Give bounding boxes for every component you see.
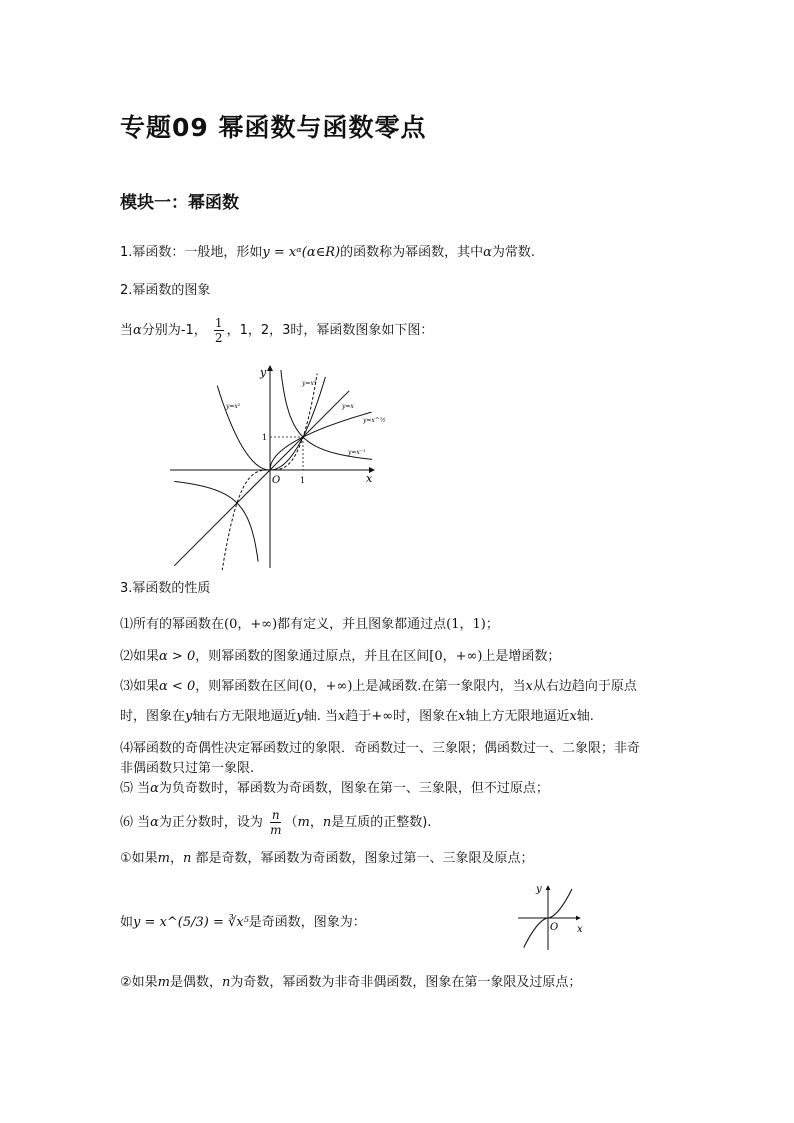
property-6: ⑹ 当α为正分数时，设为 $\frac{n}{m}$ （m，n是互质的正整数). <box>120 808 432 837</box>
y-axis-label: y <box>260 366 267 379</box>
case-2: ②如果m是偶数，n为奇数，幂函数为非奇非偶函数，图象在第一象限及过原点； <box>120 975 582 990</box>
tick-x-label: 1 <box>300 476 306 485</box>
curve-x-inverse-negative-branch <box>174 481 258 561</box>
paragraph-graph-heading: 2.幂函数的图象 <box>120 283 211 298</box>
curve-x-squared <box>217 377 325 470</box>
example-odd-function: 如y = x^(5/3) = ∛x⁵是奇函数，图象为： <box>120 915 366 930</box>
paragraph-properties-heading: 3.幂函数的性质 <box>120 581 211 596</box>
curve-x <box>174 391 349 566</box>
origin-label: O <box>550 922 559 933</box>
curve-label-x: y=x <box>342 403 354 410</box>
property-5: ⑸ 当α为负奇数时，幂函数为奇函数，图象在第一、三象限，但不过原点； <box>120 781 549 796</box>
paragraph-alpha-values: 当α分别为-1， $\frac{1}{2}$ ，1，2，3时，幂函数图象如下图： <box>120 316 434 345</box>
property-3-line-2: 时，图象在y轴右方无限地逼近y轴. 当x趋于+∞时，图象在x轴上方无限地逼近x轴. <box>120 709 594 724</box>
property-2: ⑵如果α > 0，则幂函数的图象通过原点，并且在区间[0，+∞)上是增函数； <box>120 649 561 664</box>
curve-label-x-cubed: y=x³ <box>302 380 317 387</box>
power-functions-graph <box>166 360 388 570</box>
example-graph <box>514 880 590 952</box>
x-axis-label: x <box>366 472 373 485</box>
property-4-line-2: 非偶函数只过第一象限. <box>120 761 255 776</box>
section-heading: 模块一：幂函数 <box>120 193 239 213</box>
fraction-n-over-m: $\frac{n}{m}$ <box>270 808 282 837</box>
curve-x-half <box>270 412 372 470</box>
property-3-line-1: ⑶如果α < 0，则幂函数在区间(0，+∞)上是减函数.在第一象限内，当x从右边趋向于原点 <box>120 679 637 694</box>
curve-label-x-inverse: y=x⁻¹ <box>348 449 366 456</box>
curve-label-x-half: y=x^½ <box>363 417 386 424</box>
y-axis-label: y <box>536 884 542 895</box>
origin-label: O <box>272 475 281 486</box>
fraction-one-half: $\frac{1}{2}$ <box>214 316 223 345</box>
curve-label-x-squared: y=x² <box>226 403 241 410</box>
case-1: ①如果m，n 都是奇数，幂函数为奇函数，图象过第一、三象限及原点； <box>120 851 534 866</box>
paragraph-definition: 1.幂函数：一般地，形如y = xᵅ(α∈R)的函数称为幂函数，其中α为常数. <box>120 245 536 260</box>
property-1: ⑴所有的幂函数在(0，+∞)都有定义，并且图象都通过点(1，1)； <box>120 617 499 632</box>
property-4-line-1: ⑷幂函数的奇偶性决定幂函数过的象限．奇函数过一、三象限；偶函数过一、二象限；非奇 <box>120 741 641 756</box>
page-title: 专题09 幂函数与函数零点 <box>120 113 427 142</box>
x-axis-label: x <box>577 924 583 935</box>
tick-y-label: 1 <box>262 433 268 442</box>
